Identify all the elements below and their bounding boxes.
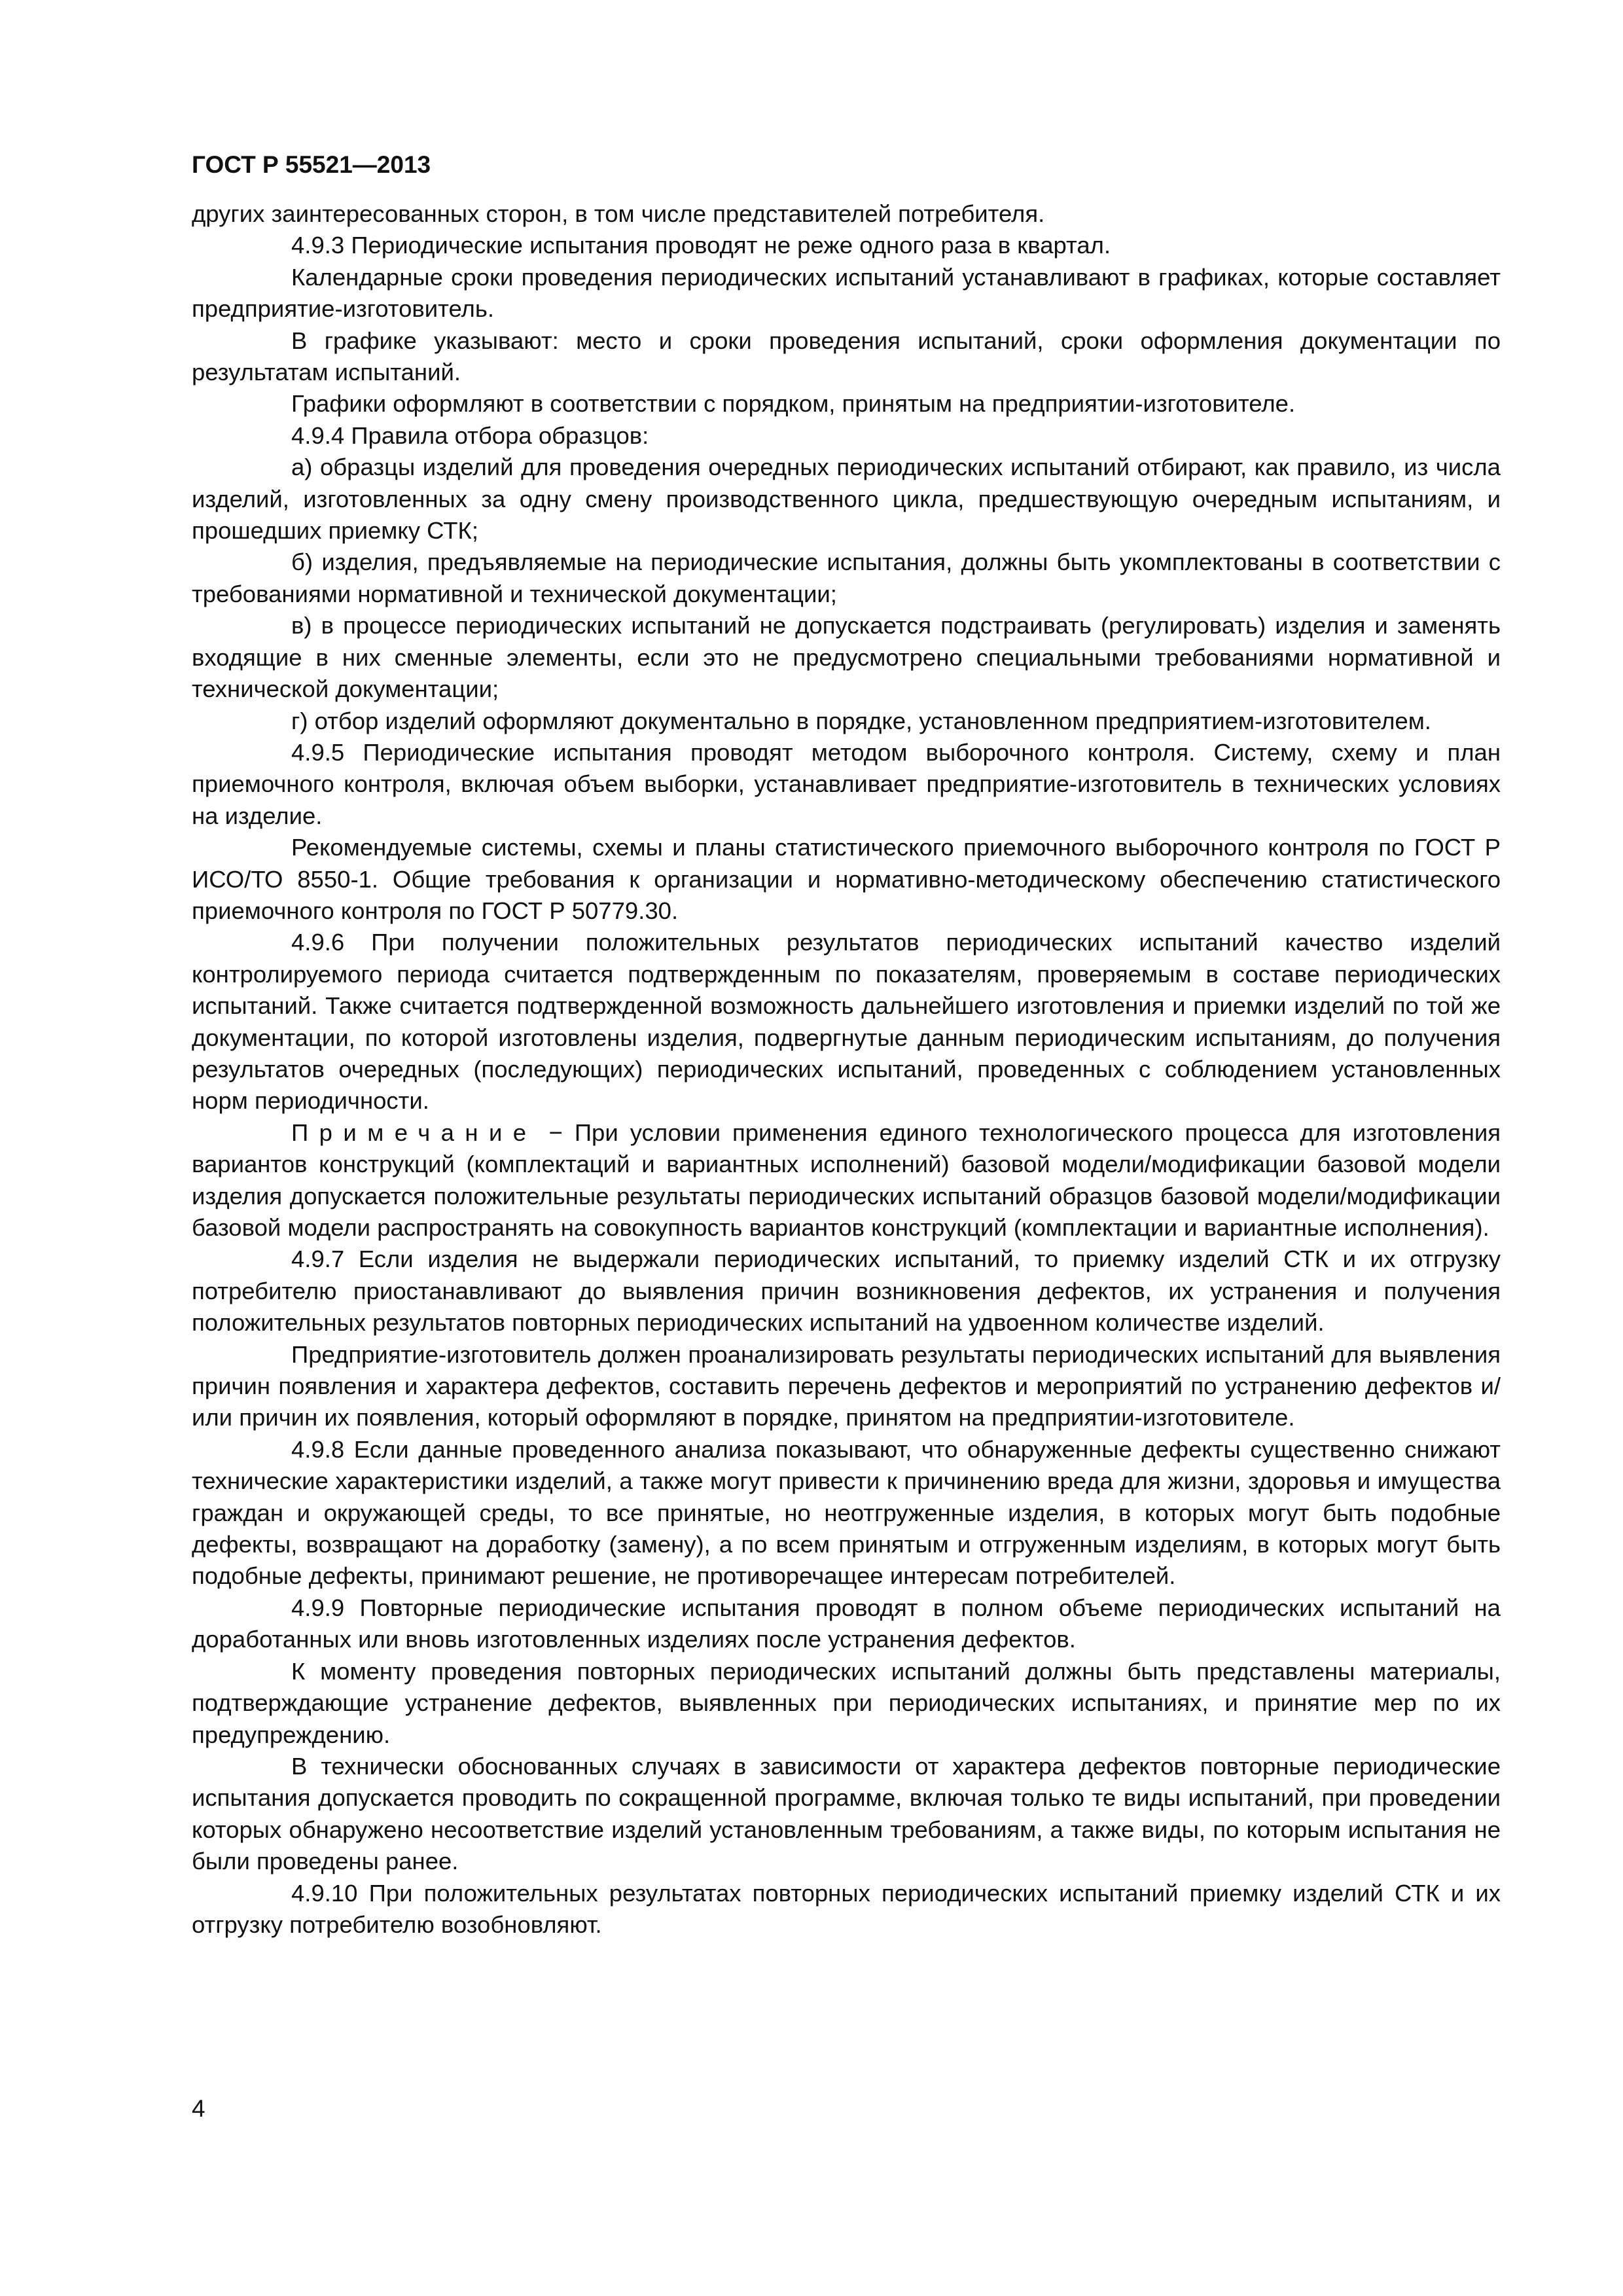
note-paragraph [192,1117,1501,1244]
list-item-v: в) в процессе периодических испытаний не допускается подстраивать (регулировать) изделия и заменять входящие в них сменные элементы, если это не предусмотрено специальными требованиями нормативной и технической документации; [192,612,1501,703]
list-item-b: б) изделия, предъявляемые на периодические испытания, должны быть укомплектованы в соответствии с требованиями нормативной и технической документации; [192,548,1501,607]
paragraph-4-9-6: 4.9.6 При получении положительных результатов периодических испытаний качество изделий контролируемого периода считается подтвержденным по показателям, проверяемым в составе периодических испытаний. Также считается подтвержденной возможность дальнейшего изготовления и приемки изделий по той же документации, по которой изготовлены изделия, подвергнутые данным периодическим испытаниям, до получения результатов очередных (последующих) периодических испытаний, проведенных с соблюдением установленных норм периодичности. [192,929,1501,1115]
paragraph-reduced-program: В технически обоснованных случаях в зависимости от характера дефектов повторные периодические испытания допускается проводить по сокращенной программе, включая только те виды испытаний, при проведении которых обнаружено несоответствие изделий установленным требованиям, а также виды, по которым испытания не были проведены ранее. [192,1752,1501,1875]
paragraph-materials: К моменту проведения повторных периодических испытаний должны быть представлены материалы, подтверждающие устранение дефектов, выявленных при периодических испытаниях, и принятие мер по их предупреждению. [192,1657,1501,1748]
paragraph-4-9-5: 4.9.5 Периодические испытания проводят методом выборочного контроля. Систему, схему и план приемочного контроля, включая объем выборки, устанавливает предприятие-изготовитель в технических условиях на изделие. [192,738,1501,829]
page-number: 4 [192,2095,205,2122]
paragraph-schedule-contents: В графике указывают: место и сроки проведения испытаний, сроки оформления документации по результатам испытаний. [192,327,1501,386]
document-header-title: ГОСТ Р 55521—2013 [192,151,431,178]
paragraph-4-9-10: 4.9.10 При положительных результатах повторных периодических испытаний приемку изделий СТК и их отгрузку потребителю возобновляют. [192,1879,1501,1938]
note-label: Примечание [291,1119,537,1146]
paragraph-4-9-3: 4.9.3 Периодические испытания проводят не реже одного раза в квартал. [291,232,1111,259]
note-text: − При условии применения единого технологического процесса для изготовления вариантов конструкций (комплектаций и вариантных исполнений) базовой модели/модификации базовой модели изделия допускается положительные результаты периодических испытаний образцов базовой модели/модификации базовой модели распространять на совокупность вариантов конструкций (комплектации и вариантные исполнения). [192,1119,1501,1241]
paragraph-schedule-terms: Календарные сроки проведения периодических испытаний устанавливают в графиках, которые составляет предприятие-изготовитель. [192,263,1501,323]
list-item-a: а) образцы изделий для проведения очередных периодических испытаний отбирают, как правило, из числа изделий, изготовленных за одну смену производственного цикла, предшествующую очередным испытаниям, и прошедших приемку СТК; [192,454,1501,545]
paragraph-4-9-7: 4.9.7 Если изделия не выдержали периодических испытаний, то приемку изделий СТК и их отгрузку потребителю приостанавливают до выявления причин возникновения дефектов, их устранения и получения положительных результатов повторных периодических испытаний на удвоенном количестве изделий. [192,1246,1501,1336]
paragraph-4-9-9: 4.9.9 Повторные периодические испытания проводят в полном объеме периодических испытаний на доработанных или вновь изготовленных изделиях после устранения дефектов. [192,1594,1501,1653]
list-item-g: г) отбор изделий оформляют документально в порядке, установленном предприятием-изготовителем. [291,707,1431,734]
paragraph-recommended-systems: Рекомендуемые системы, схемы и планы статистического приемочного выборочного контроля по ГОСТ Р ИСО/ТО 8550-1. Общие требования к организации и нормативно-методическому обеспечению статистического приемочного контроля по ГОСТ Р 50779.30. [192,834,1501,924]
document-body [192,198,1501,1941]
paragraph-schedule-procedure: Графики оформляют в соответствии с порядком, принятым на предприятии-изготовителе. [291,390,1296,418]
paragraph-4-9-4: 4.9.4 Правила отбора образцов: [291,422,649,449]
paragraph-manufacturer-analysis: Предприятие-изготовитель должен проанализировать результаты периодических испытаний для выявления причин появления и характера дефектов, составить перечень дефектов и мероприятий по устранению дефектов и/или причин их появления, который оформляют в порядке, принятом на предприятии-изготовителе. [192,1340,1501,1431]
paragraph-continuation: других заинтересованных сторон, в том числе представителей потребителя. [192,200,1045,227]
paragraph-4-9-8: 4.9.8 Если данные проведенного анализа показывают, что обнаруженные дефекты существенно снижают технические характеристики изделий, а также могут привести к причинению вреда для жизни, здоровья и имущества граждан и окружающей среды, то все принятые, но неотгруженные изделия, в которых могут быть подобные дефекты, возвращают на доработку (замену), а по всем принятым и отгруженным изделиям, в которых могут быть подобные дефекты, принимают решение, не противоречащее интересам потребителей. [192,1435,1501,1590]
